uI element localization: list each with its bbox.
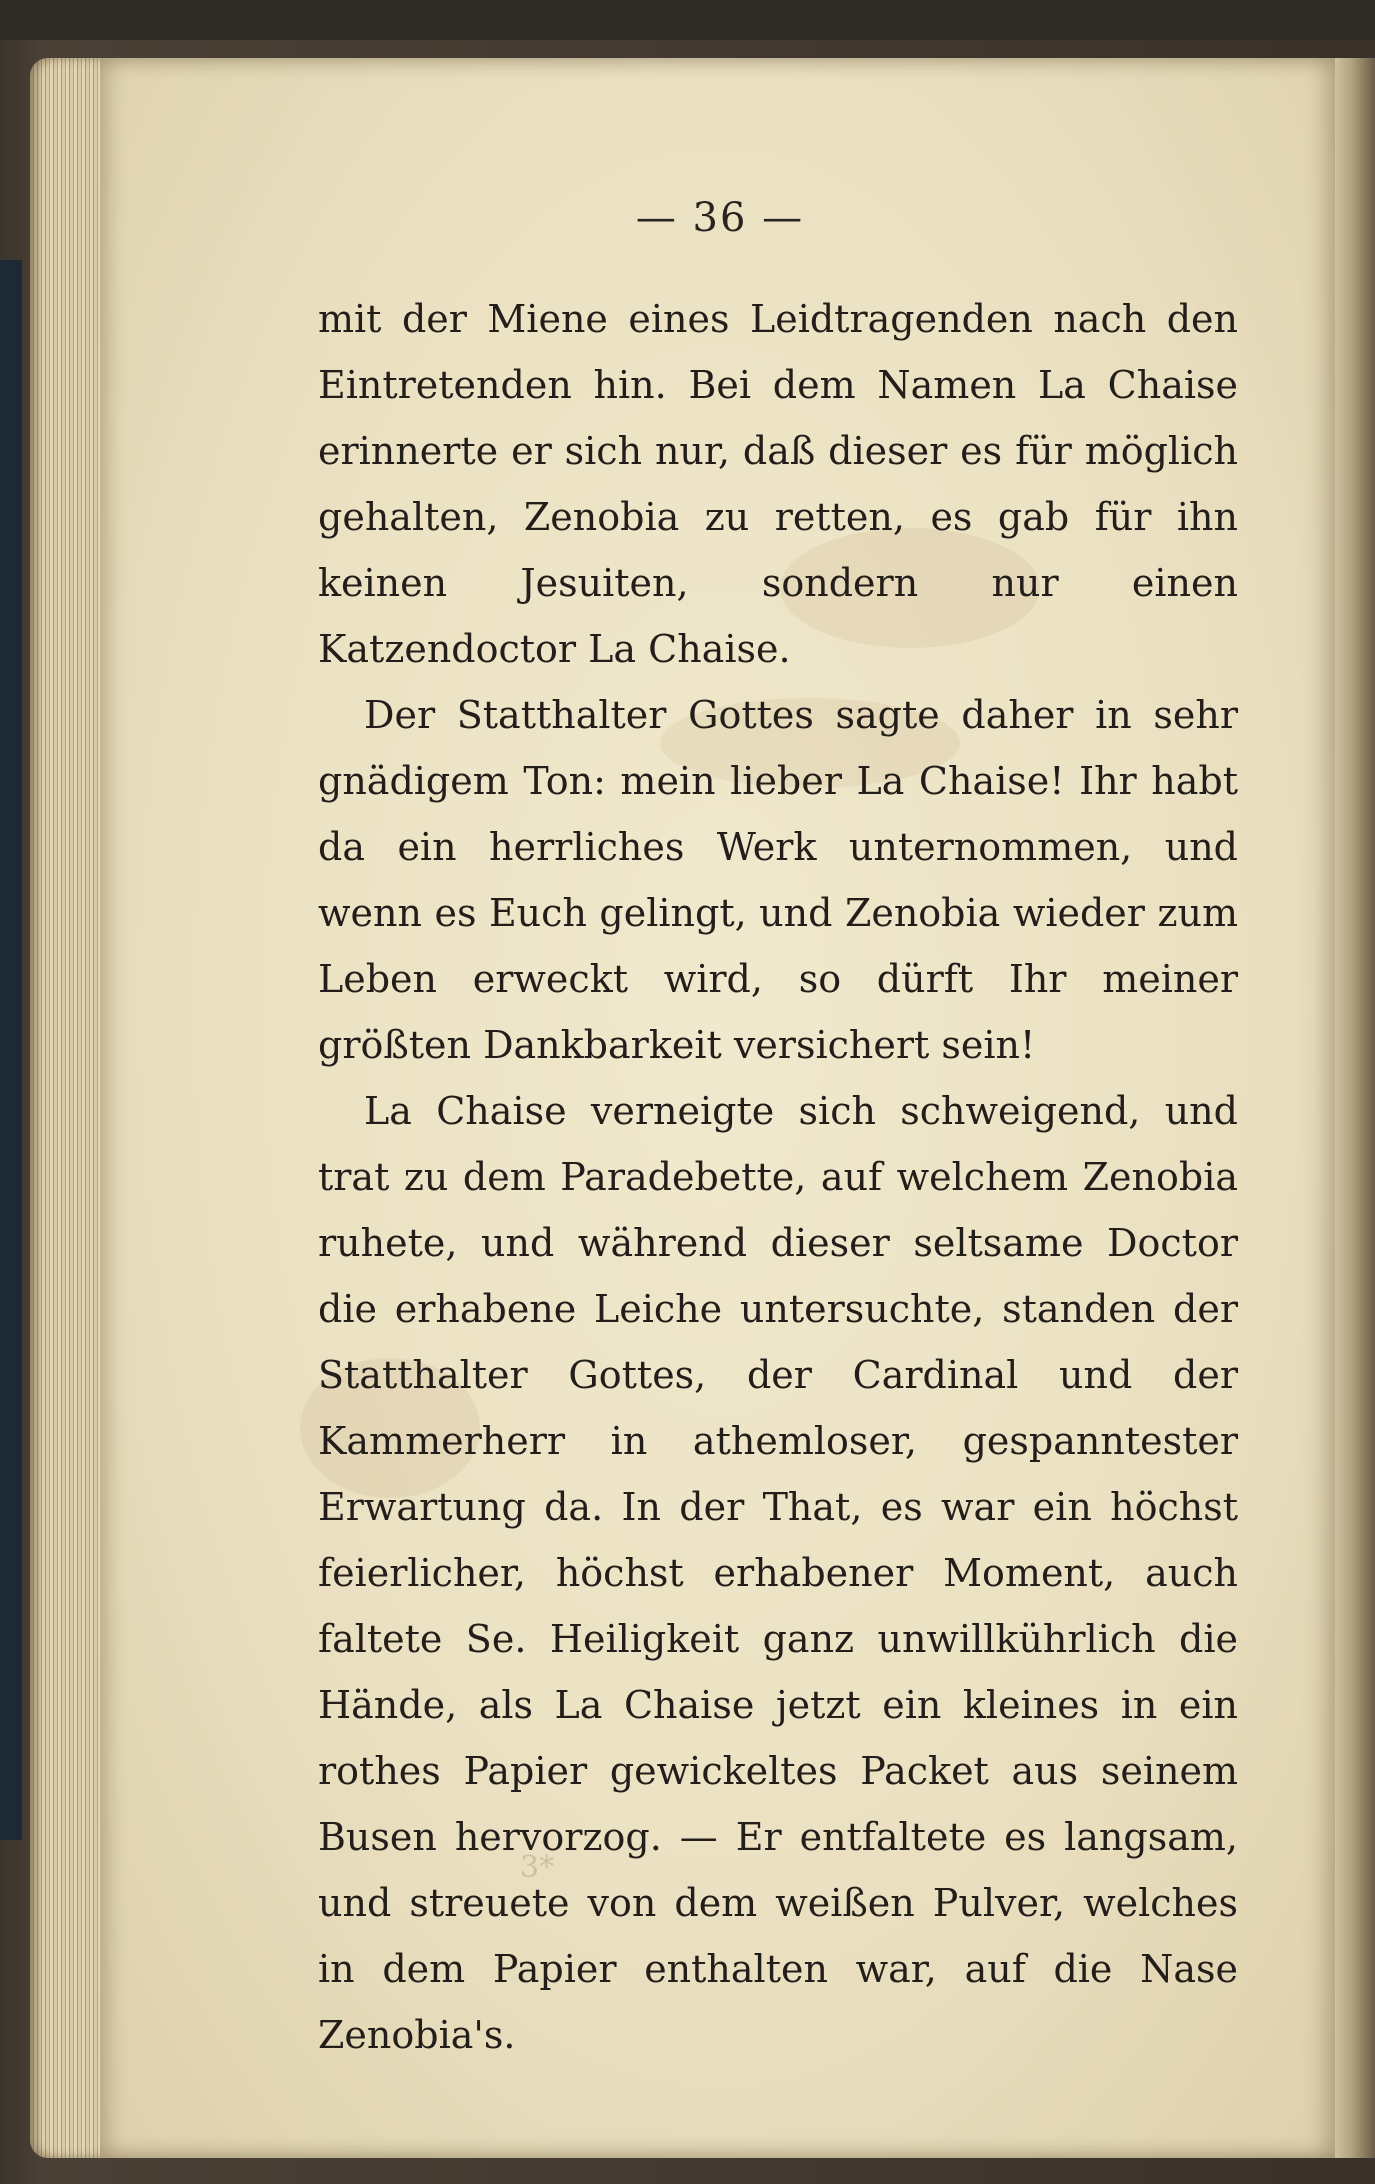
- book-spine: [0, 260, 22, 1840]
- paragraph: Der Statthalter Gottes sagte daher in sehr gnädigem Ton: mein lieber La Chaise! Ihr habt da ein herrliches Werk unternommen, und wenn es Euch gelingt, und Zenobia wieder zum Leben erweckt wird, so dürft Ihr meiner größten Dankbarkeit versichert sein!: [318, 693, 1238, 1067]
- page-right-edge: [1335, 58, 1375, 2158]
- signature-mark: 3*: [520, 1850, 555, 1885]
- page-number-header: — 36 —: [635, 195, 805, 241]
- body-text: [318, 286, 1238, 2068]
- paragraph: La Chaise verneigte sich schweigend, und trat zu dem Paradebette, auf welchem Zenobia ruhete, und während dieser seltsame Doctor die erhabene Leiche untersuchte, standen der Statthalter Gottes, der Cardinal und der Kammerherr in athemloser, gespanntester Erwartung da. In der That, es war ein höchst feierlicher, höchst erhabener Moment, auch faltete Se. Heiligkeit ganz unwillkührlich die Hände, als La Chaise jetzt ein kleines in ein rothes Papier gewickeltes Packet aus seinem Busen hervorzog. — Er entfaltete es langsam, und streuete von dem weißen Pulver, welches in dem Papier enthalten war, auf die Nase Zenobia's.: [318, 1089, 1238, 2057]
- paragraph: mit der Miene eines Leidtragenden nach den Eintretenden hin. Bei dem Namen La Chaise erinnerte er sich nur, daß dieser es für möglich gehalten, Zenobia zu retten, es gab für ihn keinen Jesuiten, sondern nur einen Katzendoctor La Chaise.: [318, 297, 1238, 671]
